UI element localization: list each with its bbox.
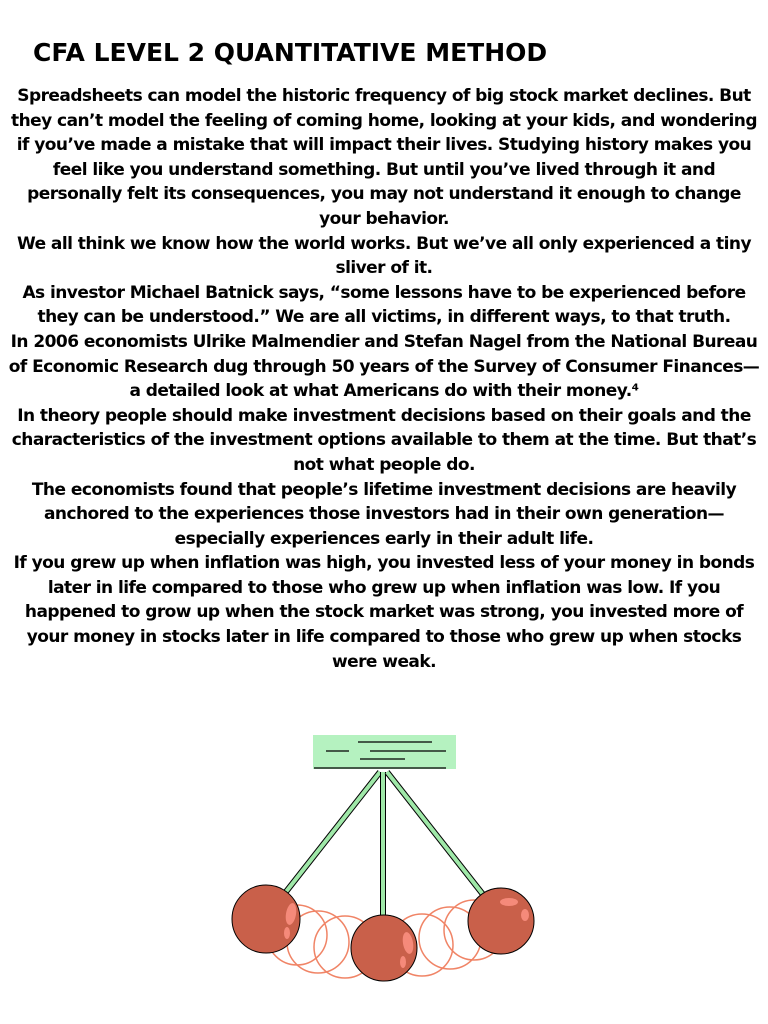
ball-center [351, 915, 417, 981]
paragraph-4: In 2006 economists Ulrike Malmendier and Stefan Nagel from the National Bureau of Economic Research dug through 50 years of the Survey of Consumer Finances—a detailed look at what Americans do with their money.⁴ [8, 331, 760, 402]
cradle-strings [285, 772, 485, 920]
paragraph-3: As investor Michael Batnick says, “some lessons have to be experienced before they can be understood.” We are all victims, in different ways, to that truth. [22, 282, 746, 328]
article-body [8, 84, 760, 674]
cradle-frame [313, 735, 456, 769]
paragraph-7: If you grew up when inflation was high, you invested less of your money in bonds later in life compared to those who grew up when inflation was low. If you happened to grow up when the stock market was strong, you invested more of your money in stocks later in life compared to those who grew up when stocks were weak. [13, 553, 755, 672]
paragraph-5: In theory people should make investment decisions based on their goals and the characteristics of the investment options available to them at the time. But that’s not what people do. [11, 405, 757, 475]
page-title: CFA LEVEL 2 QUANTITATIVE METHOD [33, 38, 548, 67]
newtons-cradle-illustration [0, 720, 768, 1020]
paragraph-2: We all think we know how the world works. But we’ve all only experienced a tiny sliver of it. [16, 233, 751, 279]
ball-right [468, 888, 534, 954]
paragraph-6: The economists found that people’s lifetime investment decisions are heavily anchored to the experiences those investors had in their own generation—especially experiences early in their adult life. [31, 479, 737, 549]
ball-left [232, 885, 300, 953]
paragraph-1: Spreadsheets can model the historic frequency of big stock market declines. But they can’t model the feeling of coming home, looking at your kids, and wondering if you’ve made a mistake that will impact their lives. Studying history makes you feel like you understand something. But until you’ve lived through it and personally felt its consequences, you may not understand it enough to change your behavior. [11, 86, 757, 229]
